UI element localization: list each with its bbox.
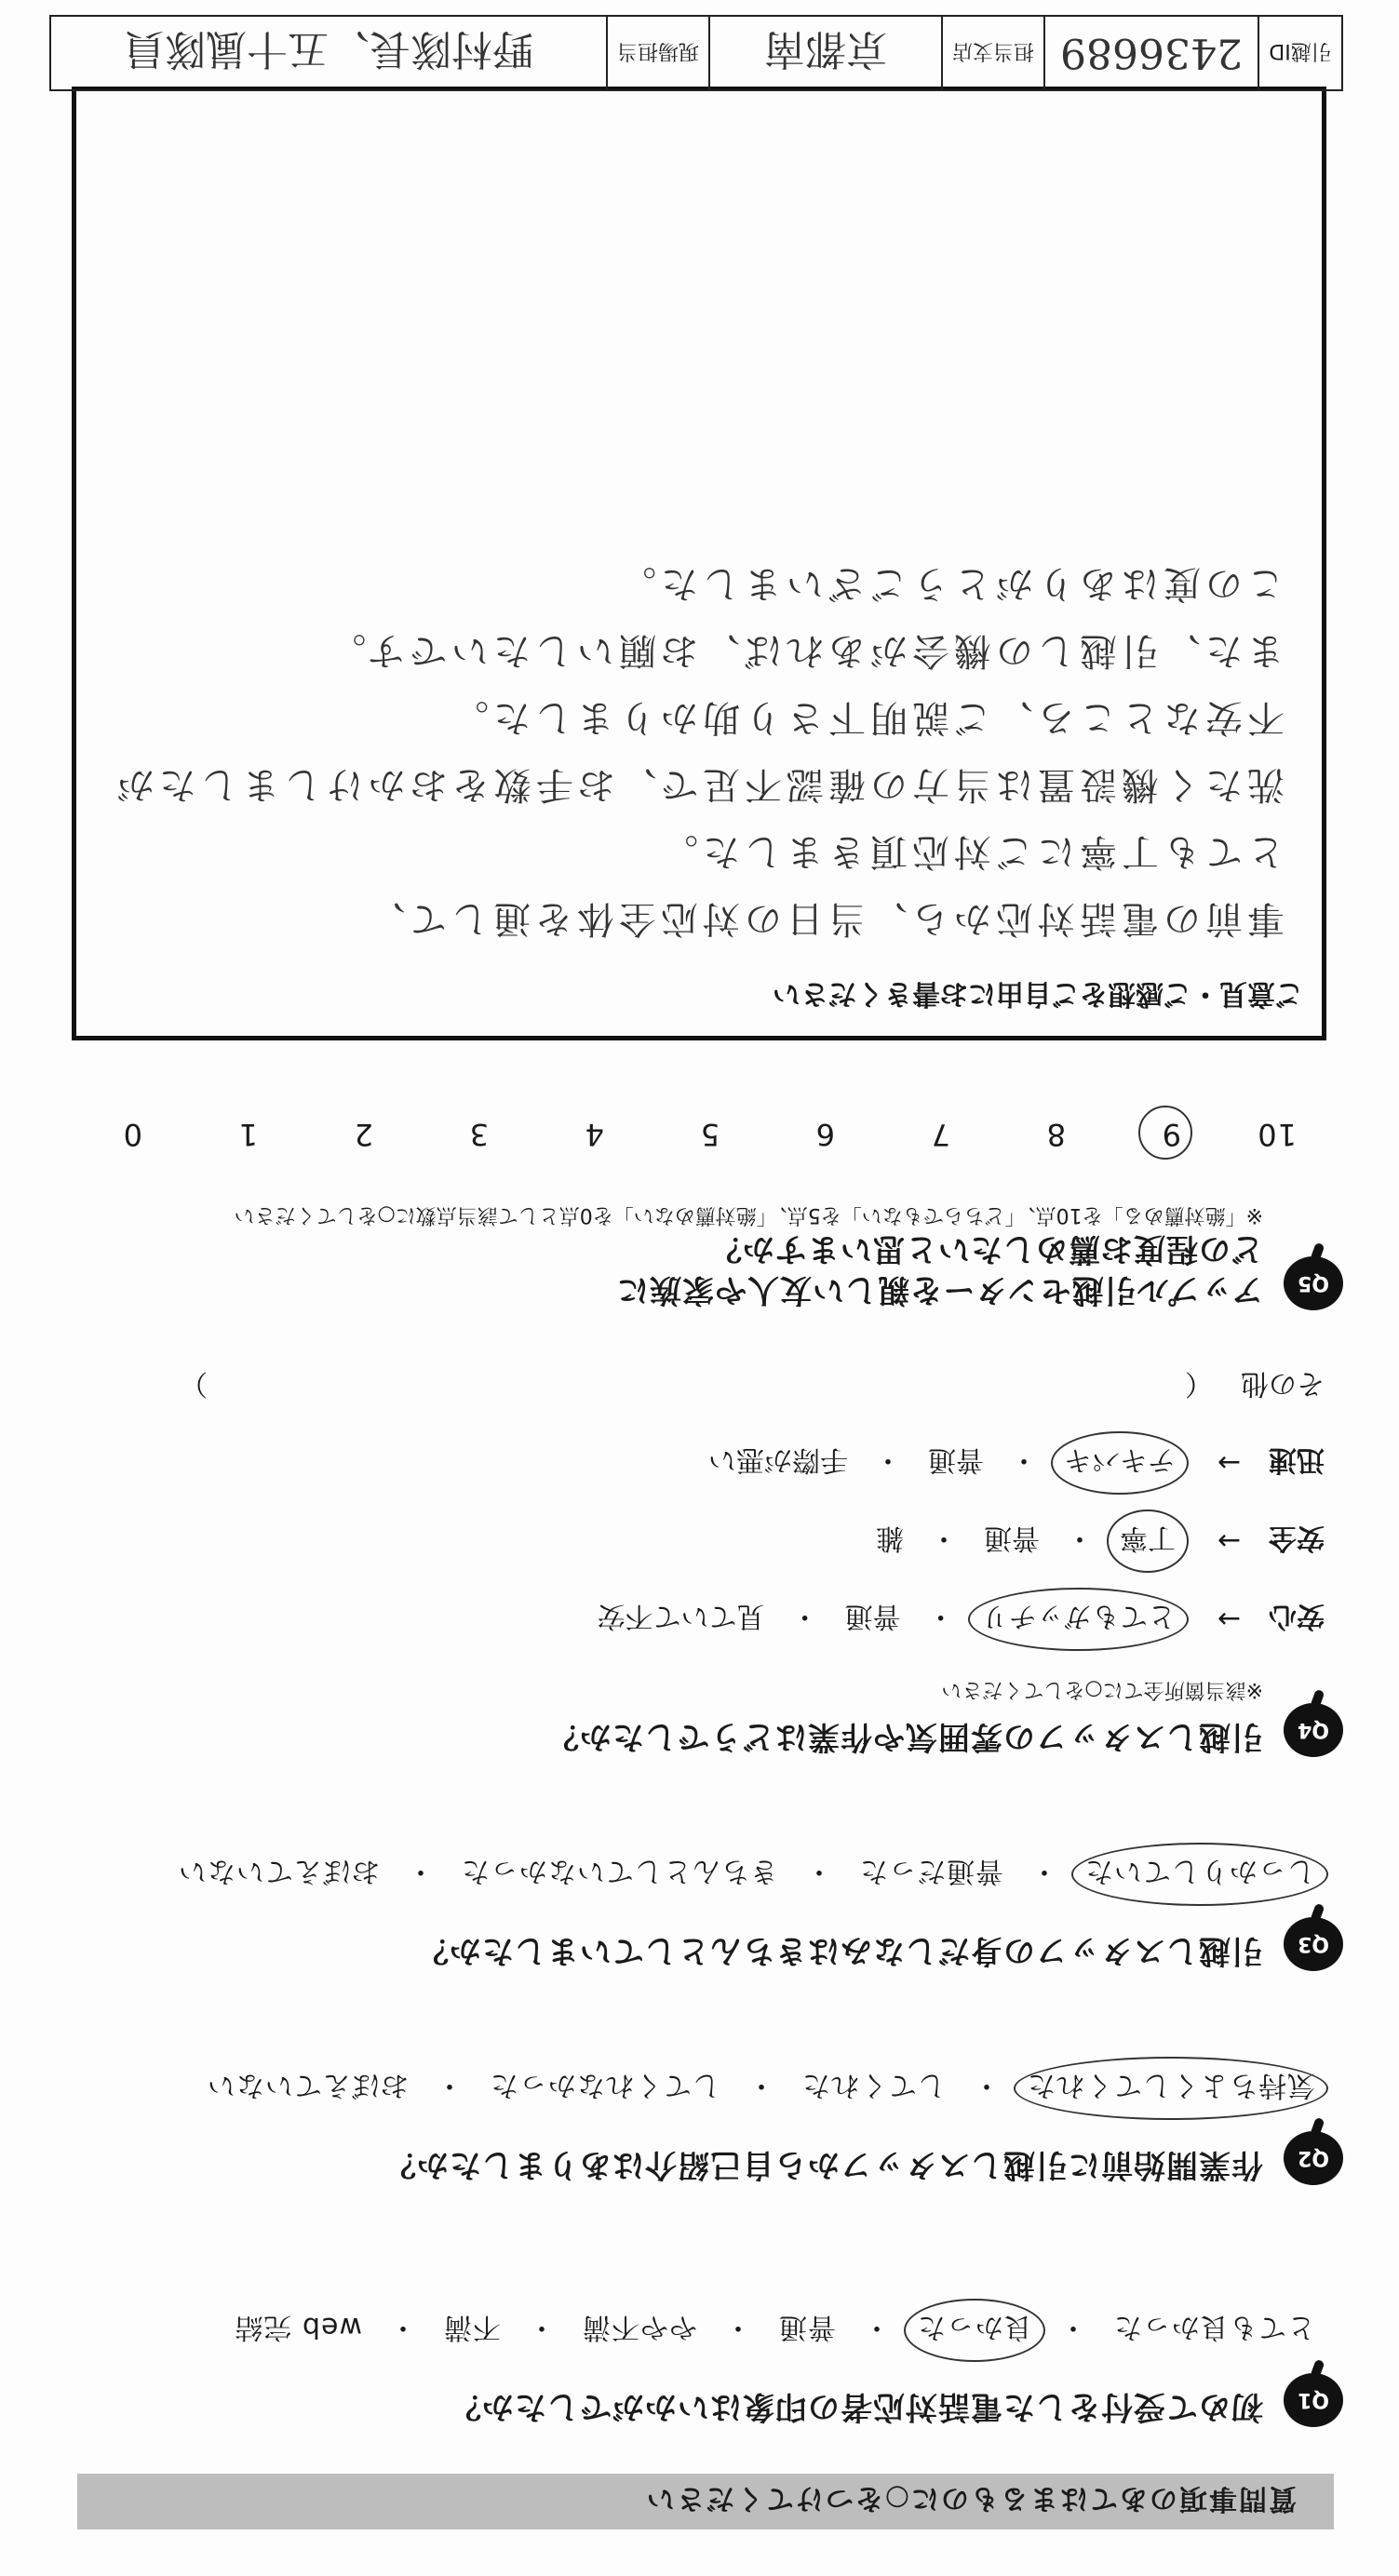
q1-option-4[interactable]: やや不満 xyxy=(582,2311,697,2343)
comment-line-1: 事前の電話対応から、当日の対応全体を通して、 xyxy=(363,897,1285,940)
branch-value: 京都南 xyxy=(708,17,941,89)
move-id-label: 引越ID xyxy=(1258,17,1341,89)
q4-row-2-option-1-selected[interactable]: 丁寧 xyxy=(1110,1519,1185,1563)
question-4 xyxy=(59,1366,1343,1757)
comment-line-5: また、引越しの機会があれば、お願いしたいです。 xyxy=(324,629,1285,672)
comment-title: ご意見・ご感想をご自由にお書きください xyxy=(773,977,1303,1010)
q4-row-2-arrow: → xyxy=(1217,1524,1241,1558)
q4-row-1-label: 安心 xyxy=(1269,1600,1325,1632)
q5-text-line-1: アップル引越センターを親しい友人や家族に xyxy=(616,1271,1263,1308)
q4-other-label: その他 xyxy=(1241,1367,1325,1400)
instruction-banner xyxy=(77,2474,1334,2529)
q5-text-line-2: どの程度お薦めしたいと思いますか？ xyxy=(709,1230,1263,1268)
q3-option-1-selected[interactable]: しっかりしていた xyxy=(1075,1852,1325,1897)
score-3[interactable]: 3 xyxy=(468,1117,489,1152)
q3-text: 引越しスタッフの身だしなみはきちんとしていましたか？ xyxy=(416,1932,1263,1969)
question-3 xyxy=(59,1852,1343,1971)
q1-option-6[interactable]: web 完結 xyxy=(234,2311,362,2343)
q4-row-1-option-3[interactable]: 見ていて不安 xyxy=(597,1600,765,1632)
comment-box[interactable] xyxy=(72,87,1326,1040)
q4-other-close: ） xyxy=(180,1367,208,1400)
q4-note: ※該当箇所全てに○をしてください xyxy=(941,1678,1263,1701)
q4-text: 引越しスタッフの雰囲気や作業はどうでしたか？ xyxy=(546,1718,1263,1755)
q3-options: しっかりしていた ・ 普通だった ・ きちんとしていなかった ・ おぼえていない xyxy=(59,1852,1325,1897)
q1-option-3[interactable]: 普通 xyxy=(778,2311,836,2343)
q3-option-4[interactable]: おぼえていない xyxy=(178,1855,380,1887)
q4-row-3-option-1-selected[interactable]: テキパキ xyxy=(1055,1441,1185,1485)
question-1 xyxy=(59,2308,1343,2427)
score-10[interactable]: 10 xyxy=(1257,1117,1297,1152)
q5-badge: Q5 xyxy=(1284,1256,1343,1310)
question-5 xyxy=(59,1201,1343,1310)
q1-badge: Q1 xyxy=(1284,2373,1343,2427)
q4-row-2-option-3[interactable]: 雑 xyxy=(876,1522,904,1554)
score-7[interactable]: 7 xyxy=(930,1117,950,1152)
q4-badge: Q4 xyxy=(1284,1703,1343,1757)
score-5[interactable]: 5 xyxy=(699,1117,720,1152)
score-4[interactable]: 4 xyxy=(584,1117,604,1152)
q3-badge: Q3 xyxy=(1284,1917,1343,1971)
score-8[interactable]: 8 xyxy=(1045,1117,1066,1152)
instruction-text: 質問事項のあてはまるものに○をつけてください xyxy=(644,2482,1297,2515)
q4-row-3-option-2[interactable]: 普通 xyxy=(928,1443,984,1476)
q4-row-2-label: 安全 xyxy=(1269,1522,1325,1554)
q1-text: 初めて受付をした電話対応者の印象はいかがでしたか？ xyxy=(449,2388,1263,2425)
staff-value: 野村隊長、五十嵐隊員 xyxy=(124,25,533,73)
q1-option-1[interactable]: とても良かった xyxy=(1113,2311,1315,2343)
q4-row-anzen: 安全 → 丁寧 ・ 普通 ・ 雑 xyxy=(59,1519,1325,1563)
q4-row-3-label: 迅速 xyxy=(1269,1443,1325,1476)
q4-other-open: （ xyxy=(1185,1367,1213,1400)
q4-row-anshin: 安心 → とてもガッチリ ・ 普通 ・ 見ていて不安 xyxy=(59,1597,1325,1642)
q2-option-1-selected[interactable]: 気持ちよくしてくれた xyxy=(1017,2066,1325,2111)
comment-handwriting xyxy=(113,550,1285,952)
q1-option-5[interactable]: 不満 xyxy=(443,2311,501,2343)
q4-row-1-option-1-selected[interactable]: とてもガッチリ xyxy=(972,1597,1185,1642)
move-id-value: 2436689 xyxy=(1043,17,1258,89)
q2-text: 作業開始前に引越しスタッフから自己紹介はありましたか？ xyxy=(383,2146,1263,2183)
q2-options: 気持ちよくしてくれた ・ してくれた ・ してくれなかった ・ おぼえていない xyxy=(59,2066,1325,2111)
info-table xyxy=(49,15,1343,91)
score-0[interactable]: 0 xyxy=(122,1117,142,1152)
q2-option-3[interactable]: してくれなかった xyxy=(490,2069,720,2101)
branch-label: 担当支店 xyxy=(941,17,1043,89)
q2-badge: Q2 xyxy=(1284,2131,1343,2185)
score-1[interactable]: 1 xyxy=(237,1117,258,1152)
q1-option-2-selected[interactable]: 良かった xyxy=(908,2308,1042,2353)
comment-line-4: 不安なところ、ご説明下さり助かりました。 xyxy=(447,696,1285,739)
question-2 xyxy=(59,2066,1343,2185)
comment-line-3: 洗たく機設置は当方の確認不足で、お手数をおかけしましたが xyxy=(112,763,1285,806)
q4-row-jinsoku: 迅速 → テキパキ ・ 普通 ・ 手際が悪い xyxy=(59,1441,1325,1485)
q4-other-row xyxy=(59,1366,1325,1407)
q2-option-2[interactable]: してくれた xyxy=(801,2069,946,2101)
score-6[interactable]: 6 xyxy=(814,1117,835,1152)
q2-option-4[interactable]: おぼえていない xyxy=(207,2069,409,2101)
score-9-selected[interactable]: 9 xyxy=(1066,1117,1181,1152)
q4-row-1-arrow: → xyxy=(1217,1603,1241,1636)
q4-row-2-option-2[interactable]: 普通 xyxy=(984,1522,1040,1554)
q4-row-3-arrow: → xyxy=(1217,1446,1241,1480)
q4-row-1-option-2[interactable]: 普通 xyxy=(844,1600,901,1632)
comment-line-6: この度はありがとうございました。 xyxy=(614,562,1285,605)
q5-score-scale xyxy=(27,1117,1297,1152)
score-2[interactable]: 2 xyxy=(353,1117,373,1152)
q5-note: ※「絶対薦める」を10点、「どちらでもない」を5点、「絶対薦めない」を0点として該当点数に○をしてください xyxy=(234,1203,1263,1227)
q3-option-3[interactable]: きちんとしていなかった xyxy=(461,1855,778,1887)
comment-line-2: とても丁寧にご対応頂きました。 xyxy=(656,830,1285,873)
staff-label: 現場担当 xyxy=(606,17,708,89)
q4-row-3-option-3[interactable]: 手際が悪い xyxy=(708,1443,848,1476)
q3-option-2[interactable]: 普通だった xyxy=(859,1855,1003,1887)
q1-options: とても良かった ・ 良かった ・ 普通 ・ やや不満 ・ 不満 ・ web 完結 xyxy=(59,2308,1325,2353)
